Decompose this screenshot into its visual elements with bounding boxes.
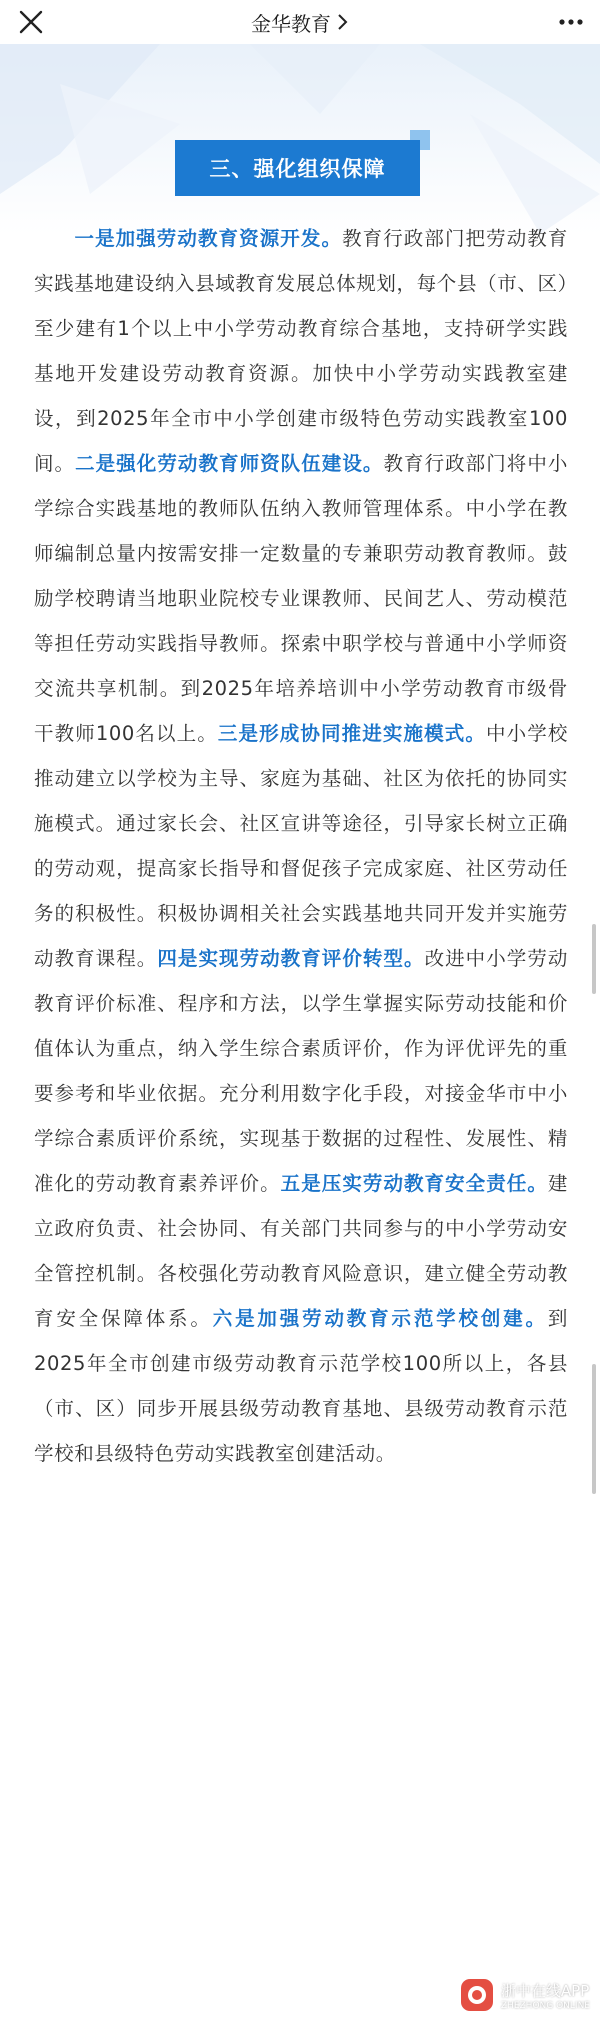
body-sentence: 教育行政部门将中小学综合实践基地的教师队伍纳入教师管理体系。中小学在教师编制总量内按需安排一定数量的专兼职劳动教育教师。鼓励学校聘请当地职业院校专业课教师、民间艺人、劳动模范等担任劳动实践指导教师。探索中职学校与普通中小学师资交流共享机制。到2025年培养培训中小学劳动教育市级骨干教师100名以上。: [34, 452, 568, 745]
page-title: 金华教育: [251, 11, 331, 36]
heading-text: 三、强化组织保障: [209, 157, 386, 181]
close-icon[interactable]: [18, 9, 44, 35]
highlight-phrase: 四是实现劳动教育评价转型。: [157, 947, 425, 970]
top-nav-bar: [0, 0, 600, 44]
scroll-indicator[interactable]: [592, 924, 596, 994]
heading-box: [175, 140, 420, 196]
section-heading: [175, 130, 430, 204]
watermark-sub: ZHEZHONG ONLINE: [500, 2000, 590, 2011]
article-content: [0, 44, 600, 2019]
account-title-link[interactable]: [251, 8, 349, 37]
body-sentence: 建立政府负责、社会协同、有关部门共同参与的中小学劳动安全管控机制。各校强化劳动教育风险意识，建立健全劳动教育安全保障体系。: [34, 1172, 568, 1330]
highlight-phrase: 二是强化劳动教育师资队伍建设。: [75, 452, 384, 475]
watermark-text: [501, 1980, 590, 2011]
body-sentence: 教育行政部门把劳动教育实践基地建设纳入县域教育发展总体规划，每个县（市、区）至少建有1个以上中小学劳动教育综合基地，支持研学实践基地开发建设劳动教育资源。加快中小学劳动实践教室建设，到2025年全市中小学创建市级特色劳动实践教室100间。: [34, 227, 568, 475]
chevron-right-icon: [337, 13, 349, 31]
watermark-main: 浙中在线APP: [500, 1981, 590, 2000]
highlight-phrase: 五是压实劳动教育安全责任。: [280, 1172, 548, 1195]
highlight-phrase: 一是加强劳动教育资源开发。: [74, 227, 343, 250]
body-sentence: 到2025年全市创建市级劳动教育示范学校100所以上，各县（市、区）同步开展县级劳动教育基地、县级劳动教育示范学校和县级特色劳动实践教室创建活动。: [34, 1307, 568, 1465]
zhezhong-logo-icon: [459, 1977, 495, 2013]
body-sentence: 中小学校推动建立以学校为主导、家庭为基础、社区为依托的协同实施模式。通过家长会、社区宣讲等途径，引导家长树立正确的劳动观，提高家长指导和督促孩子完成家庭、社区劳动任务的积极性。积极协调相关社会实践基地共同开发并实施劳动教育课程。: [34, 722, 568, 970]
article-body: [34, 216, 568, 1476]
highlight-phrase: 三是形成协同推进实施模式。: [217, 722, 487, 745]
scroll-indicator[interactable]: [592, 1364, 596, 1494]
more-dots-icon[interactable]: [556, 9, 586, 35]
body-sentence: 改进中小学劳动教育评价标准、程序和方法，以学生掌握实际劳动技能和价值体认为重点，纳入学生综合素质评价，作为评优评先的重要参考和毕业依据。充分利用数字化手段，对接金华市中小学综合素质评价系统，实现基于数据的过程性、发展性、精准化的劳动教育素养评价。: [34, 947, 568, 1195]
watermark: [459, 1977, 590, 2013]
highlight-phrase: 六是加强劳动教育示范学校创建。: [212, 1307, 548, 1330]
